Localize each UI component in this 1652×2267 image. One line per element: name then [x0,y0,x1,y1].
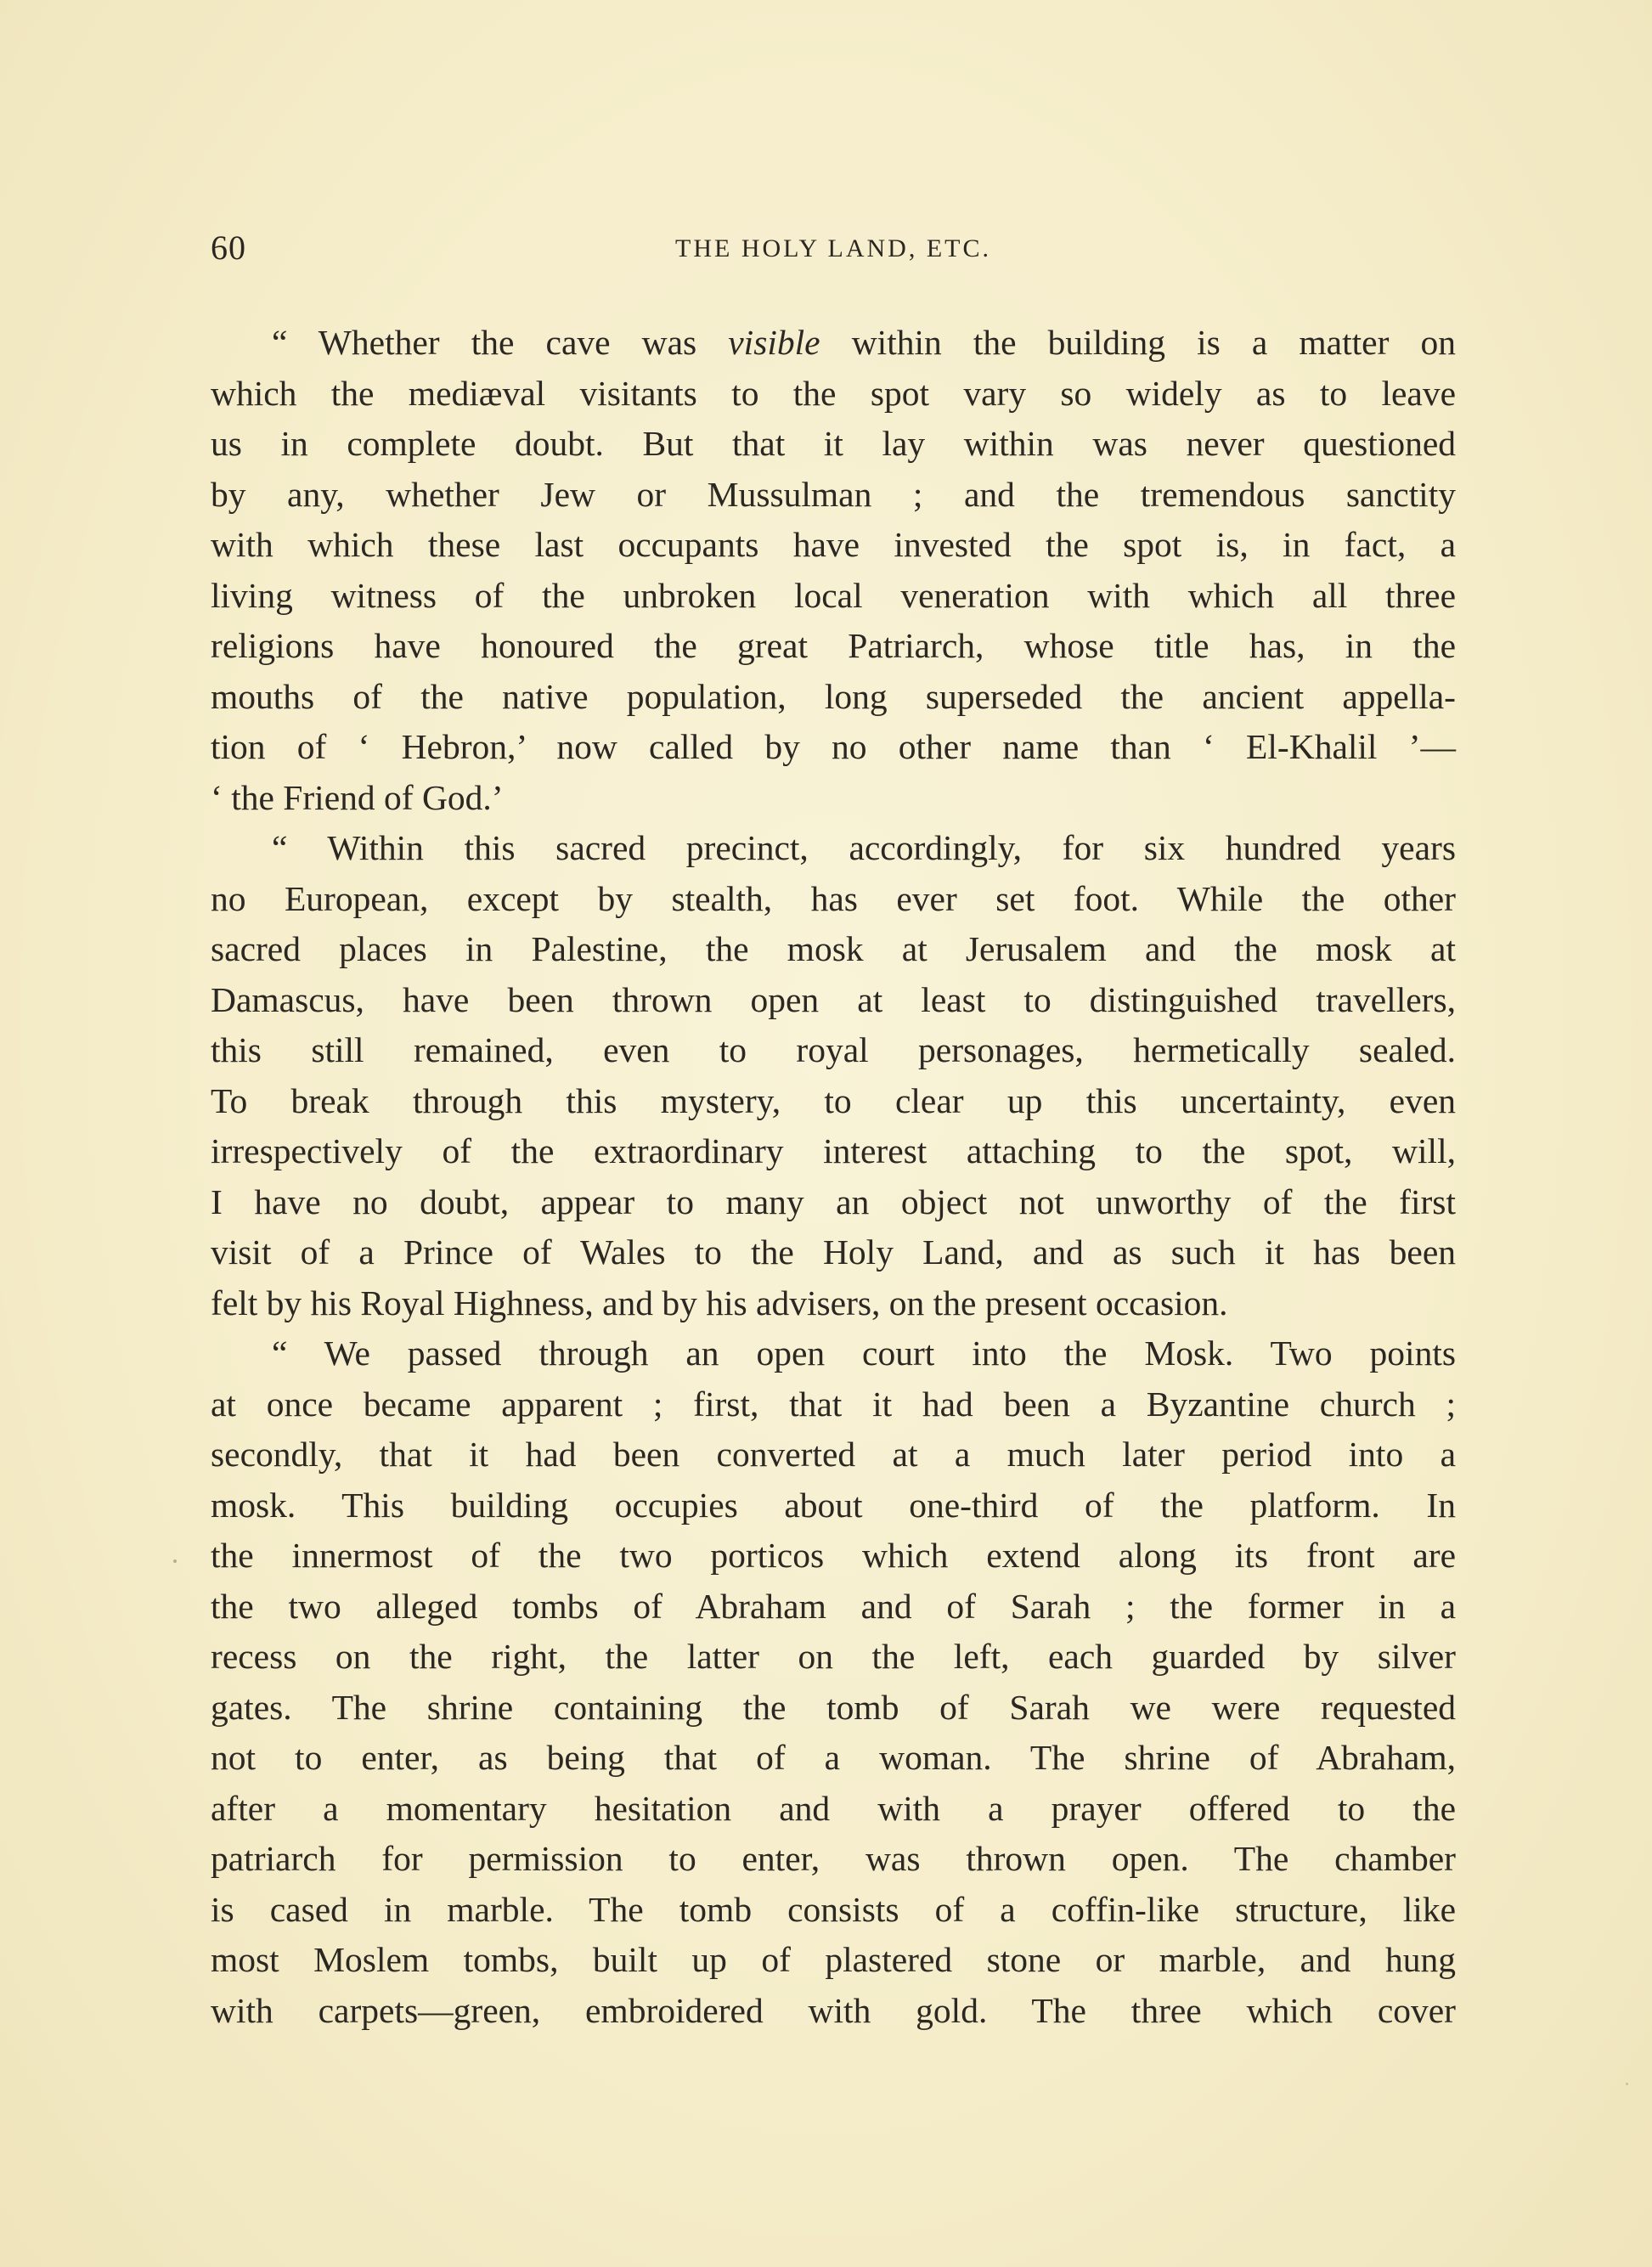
text-line: at once became apparent ; first, that it had been a Byzantine church ; [211,1384,1456,1424]
text-line: “ We passed through an open court into the Mosk. Two points [272,1334,1456,1373]
text-line: this still remained, even to royal personages, hermetically sealed. [211,1030,1456,1069]
page-number: 60 [211,228,246,267]
text-line: living witness of the unbroken local veneration with which all three [211,575,1456,615]
text-line: To break through this mystery, to clear up this uncertainty, even [211,1080,1456,1120]
edge-speck [1626,2083,1628,2085]
page-header [211,228,1456,270]
text-line: which the mediæval visitants to the spot vary so widely as to leave [211,373,1456,413]
text-line: patriarch for permission to enter, was thrown open. The chamber [211,1839,1456,1878]
text-line: the innermost of the two porticos which extend along its front are [211,1536,1456,1575]
text-line: felt by his Royal Highness, and by his advisers, on the present occasion. [211,1283,1228,1322]
body-text [211,318,1456,2036]
paragraph [211,823,1456,1328]
text-line: tion of ‘ Hebron,’ now called by no other name than ‘ El-Khalil ’— [211,727,1456,766]
italic-word: visible [728,323,820,362]
text-line: Damascus, have been thrown open at least to distinguished travellers, [211,979,1456,1019]
text-line: with carpets—green, embroidered with gold. The three which cover [211,1990,1456,2030]
text-line: ‘ the Friend of God.’ [211,777,504,817]
text-line: with which these last occupants have invested the spot is, in fact, a [211,525,1456,564]
text-line: us in complete doubt. But that it lay within was never questioned [211,424,1456,463]
text-line: irrespectively of the extraordinary interest attaching to the spot, will, [211,1131,1456,1170]
text-line: visit of a Prince of Wales to the Holy Land, and as such it has been [211,1232,1456,1272]
text-line: “ Whether the cave was visible within the building is a matter on [272,323,1456,362]
text-line: I have no doubt, appear to many an object not unworthy of the first [211,1181,1456,1221]
text-line: recess on the right, the latter on the left, each guarded by silver [211,1637,1456,1676]
text-line: most Moslem tombs, built up of plastered stone or marble, and hung [211,1940,1456,1979]
text-line: is cased in marble. The tomb consists of a coffin-like structure, like [211,1889,1456,1929]
text-line: no European, except by stealth, has ever set foot. While the other [211,878,1456,918]
text-line: by any, whether Jew or Mussulman ; and the tremendous sanctity [211,474,1456,514]
text-line: after a momentary hesitation and with a prayer offered to the [211,1788,1456,1828]
paragraph [211,318,1456,823]
text-line: the two alleged tombs of Abraham and of Sarah ; the former in a [211,1586,1456,1626]
text-line: religions have honoured the great Patriarch, whose title has, in the [211,626,1456,665]
running-head: THE HOLY LAND, ETC. [675,234,991,262]
text-line: not to enter, as being that of a woman. The shrine of Abraham, [211,1738,1456,1777]
text-line: sacred places in Palestine, the mosk at Jerusalem and the mosk at [211,929,1456,968]
margin-speck [173,1559,177,1563]
text-line: mosk. This building occupies about one-third of the platform. In [211,1485,1456,1525]
text-line: mouths of the native population, long superseded the ancient appella- [211,676,1456,716]
text-line: secondly, that it had been converted at a much later period into a [211,1435,1456,1474]
text-line: gates. The shrine containing the tomb of Sarah we were requested [211,1687,1456,1727]
paragraph [211,1328,1456,2036]
text-line: “ Within this sacred precinct, accordingly, for six hundred years [272,828,1456,867]
